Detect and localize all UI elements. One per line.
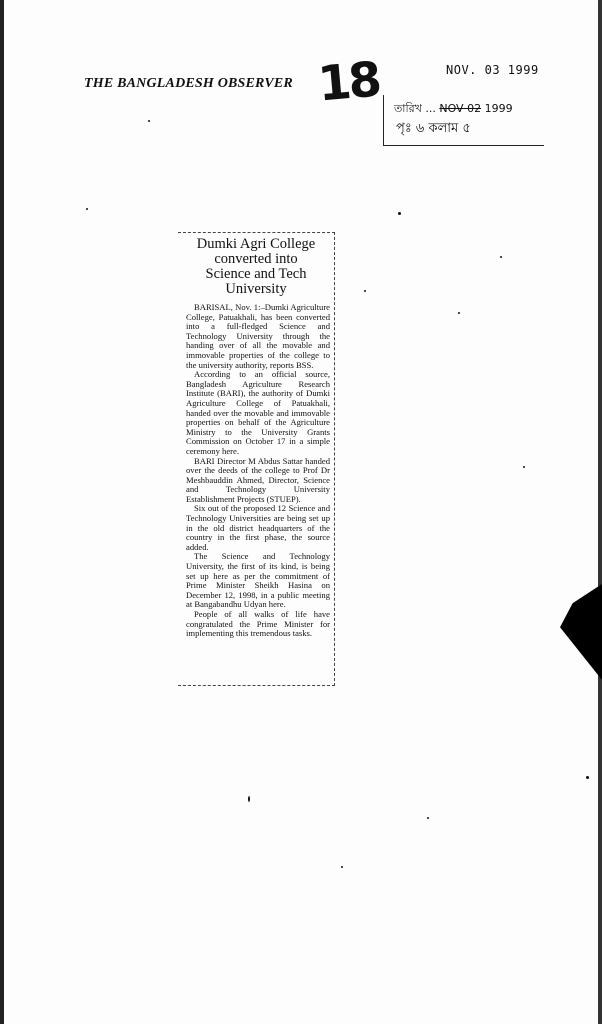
article-paragraph: Six out of the proposed 12 Science and Technology Universities are being set up in the old district headquarters of the country in the first phase, the source added. xyxy=(186,503,330,552)
article-paragraph: BARI Director M Abdus Sattar handed over the deeds of the college to Prof Dr Meshbauddin Ahmed, Director, Science and Technology University Establishment Projects (STUEP). xyxy=(186,455,330,504)
article-paragraph: According to an official source, Bangladesh Agriculture Research Institute (BARI), the authority of Dumki Agriculture College of Patuakhali, handed over the movable and immovable properties on behalf of the Agriculture Ministry to the University Grants Commission on October 17 in a simple ceremony here. xyxy=(186,369,330,456)
article-body xyxy=(178,303,334,639)
right-scan-edge xyxy=(598,0,602,1024)
scan-speck xyxy=(458,312,460,314)
headline-line: converted into xyxy=(214,251,298,267)
article-paragraph: The Science and Technology University, the first of its kind, is being set up here as per the commitment of Prime Minister Sheikh Hasina on December 12, 1998, in a public meeting at Bangabandhu Udyan here. xyxy=(186,551,330,610)
headline-line: Dumki Agri College xyxy=(196,236,316,252)
article-paragraph: BARISAL, Nov. 1:–Dumki Agriculture College, Patuakhali, has been converted into a full-fledged Science and Technology University through the handing over of all the movable and immovable properties of the college to the university authority, reports BSS. xyxy=(186,302,330,370)
stamp-date-line xyxy=(394,100,513,119)
scan-speck xyxy=(427,817,429,819)
handwritten-page-number: 18 xyxy=(315,51,382,113)
scan-speck xyxy=(586,776,589,779)
scan-dark-corner xyxy=(560,584,602,680)
scan-speck xyxy=(523,466,525,468)
scan-speck xyxy=(398,212,401,215)
news-clipping xyxy=(178,232,335,686)
scan-speck xyxy=(364,290,366,292)
scan-speck xyxy=(341,866,343,868)
scan-speck xyxy=(248,796,250,802)
stamp-date-year: 1999 xyxy=(484,102,513,115)
headline-line: University xyxy=(225,281,287,297)
left-scan-edge xyxy=(0,0,4,1024)
scan-speck xyxy=(148,120,150,122)
scan-speck xyxy=(86,208,88,210)
stamp-page-column: পৃঃ ৬ কলাম ৫ xyxy=(396,121,471,136)
archive-stamp xyxy=(383,95,544,146)
date-stamp-print: NOV. 03 1999 xyxy=(446,63,539,77)
headline-line: Science and Tech xyxy=(205,266,307,282)
stamp-date-struck: NOV 02 xyxy=(439,102,482,115)
stamp-date-prefix: তারিখ ... xyxy=(394,102,436,115)
newspaper-masthead: THE BANGLADESH OBSERVER xyxy=(84,76,293,91)
scan-speck xyxy=(500,256,502,258)
article-paragraph: People of all walks of life have congratulated the Prime Minister for implementing this tremendous tasks. xyxy=(186,609,330,639)
article-headline xyxy=(178,237,334,297)
